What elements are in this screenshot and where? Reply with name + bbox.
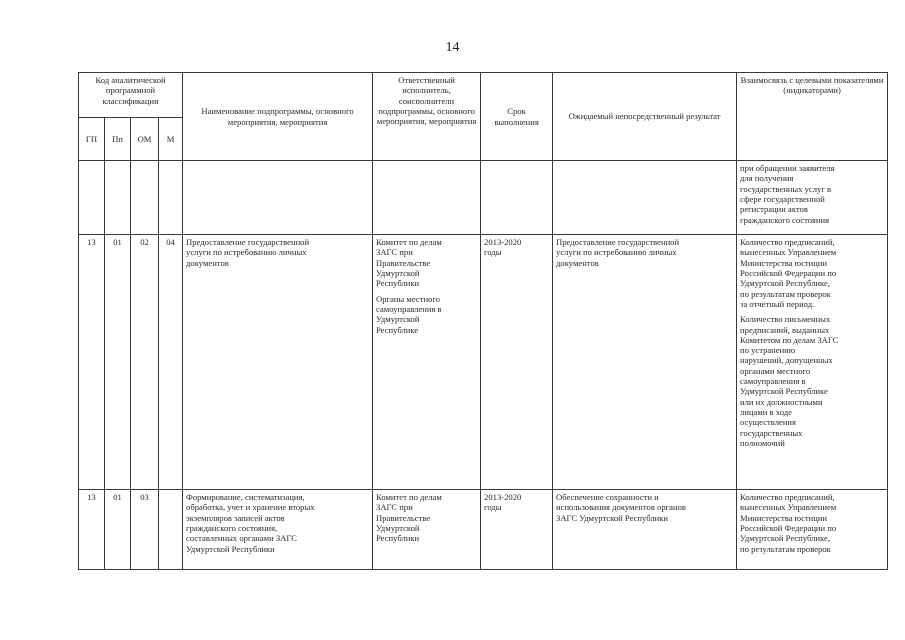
- table-row: [79, 490, 888, 570]
- cell-indicators: [737, 161, 888, 235]
- header-term: Срок выполнения: [481, 73, 553, 161]
- header-result: Ожидаемый непосредственный результат: [553, 73, 737, 161]
- cell-name: [183, 161, 373, 235]
- program-table: [78, 72, 888, 570]
- text-line: годы: [484, 502, 502, 513]
- table-row-continuation: [79, 161, 888, 235]
- text-line: Количество предписаний,: [740, 237, 835, 247]
- text-line: ЗАГС при: [376, 247, 413, 258]
- cell-gp: [79, 161, 105, 235]
- table-row: [79, 235, 888, 490]
- cell-indicators: [737, 235, 888, 490]
- text-line: 2013-2020: [484, 492, 522, 502]
- text-line: Комитет по делам: [376, 492, 442, 502]
- text-line: Удмуртской Республике,: [740, 278, 830, 289]
- page-number: 14: [445, 40, 460, 55]
- text-line: документов: [186, 257, 229, 268]
- cell-term: [481, 235, 553, 490]
- text-line: лицами в ходе: [740, 407, 792, 417]
- text-line: экземпляров записей актов: [186, 512, 285, 523]
- text-line: гражданского состояния,: [186, 522, 278, 533]
- text-line: Количество письменных: [740, 314, 831, 325]
- cell-om: 02: [131, 235, 159, 490]
- cell-gp: 13: [79, 235, 105, 490]
- text-line: самоуправления в: [376, 303, 442, 314]
- text-line: полномочий: [740, 437, 785, 448]
- text-line: Комитет по делам: [376, 237, 442, 247]
- cell-m: [159, 161, 183, 235]
- text-line: предписаний, выданных: [740, 324, 830, 335]
- text-line: Комитетом по делам ЗАГС: [740, 334, 839, 345]
- text-line: осуществления: [740, 417, 796, 428]
- text-line: Обеспечение сохранности и: [556, 492, 659, 502]
- header-m: М: [159, 118, 183, 161]
- text-line: Российской Федерации по: [740, 522, 837, 533]
- text-line: Республике: [376, 324, 419, 335]
- text-line: органами местного: [740, 365, 811, 376]
- text-line: Предоставление государственной: [556, 237, 680, 247]
- header-pp: Пп: [105, 118, 131, 161]
- cell-term: [481, 161, 553, 235]
- text-line: Предоставление государственной: [186, 237, 310, 247]
- text-line: по результатам проверок: [740, 288, 831, 299]
- header-name: Наименование подпрограммы, основного мероприятия, мероприятия: [183, 73, 373, 161]
- cell-indicators: [737, 490, 888, 570]
- cell-pp: [105, 161, 131, 235]
- cell-result: [553, 235, 737, 490]
- text-line: составленных органами ЗАГС: [186, 533, 297, 544]
- cell-m: 04: [159, 235, 183, 490]
- cell-name: [183, 235, 373, 490]
- text-line: Удмуртской Республике,: [740, 533, 830, 544]
- cell-m: [159, 490, 183, 570]
- cell-pp: 01: [105, 490, 131, 570]
- header-row-top: [79, 73, 888, 118]
- text-line: Органы местного: [376, 293, 440, 304]
- header-code-group: Код аналитической программной классификации: [79, 73, 183, 118]
- header-executor: Ответственный исполнитель, соисполнители подпрограммы, основного мероприятия, мероприятия: [373, 73, 481, 161]
- text-line: ЗАГС Удмуртской Республики: [556, 512, 669, 523]
- text-line: государственных услуг в: [740, 183, 832, 194]
- text-line: Министерства юстиции: [740, 512, 828, 523]
- text-line: нарушений, допущенных: [740, 355, 833, 366]
- text-line: гражданского состояния: [740, 214, 830, 225]
- text-line: или их должностными: [740, 396, 823, 407]
- cell-executor: [373, 490, 481, 570]
- text-line: Министерства юстиции: [740, 257, 828, 268]
- cell-result: [553, 161, 737, 235]
- text-line: Республики: [376, 533, 420, 544]
- header-gp: ГП: [79, 118, 105, 161]
- text-line: годы: [484, 247, 502, 258]
- text-line: Удмуртской: [376, 267, 420, 278]
- cell-gp: 13: [79, 490, 105, 570]
- text-line: ЗАГС при: [376, 502, 413, 513]
- cell-om: 03: [131, 490, 159, 570]
- text-line: при обращении заявителя: [740, 163, 835, 173]
- text-line: Количество предписаний,: [740, 492, 835, 502]
- text-line: сфере государственной: [740, 193, 825, 204]
- text-line: за отчетный период.: [740, 298, 815, 309]
- text-line: Удмуртской Республики: [186, 543, 275, 554]
- header-indicators: Взаимосвязь с целевыми показателями (индикаторами): [737, 73, 888, 161]
- text-line: Удмуртской: [376, 522, 420, 533]
- text-line: Республики: [376, 278, 420, 289]
- text-line: документов: [556, 257, 599, 268]
- header-om: ОМ: [131, 118, 159, 161]
- text-line: 2013-2020: [484, 237, 522, 247]
- text-line: государственных: [740, 427, 803, 438]
- cell-executor: [373, 235, 481, 490]
- cell-result: [553, 490, 737, 570]
- text-line: регистрации актов: [740, 204, 808, 215]
- text-line: Правительстве: [376, 257, 431, 268]
- text-line: для получения: [740, 173, 794, 184]
- cell-om: [131, 161, 159, 235]
- text-line: обработка, учет и хранение вторых: [186, 502, 315, 513]
- text-line: Российской Федерации по: [740, 267, 837, 278]
- text-line: самоуправления в: [740, 376, 806, 387]
- text-line: услуги по истребованию личных: [186, 247, 307, 258]
- text-line: по результатам проверок: [740, 543, 831, 554]
- cell-name: [183, 490, 373, 570]
- text-line: Формирование, систематизация,: [186, 492, 305, 502]
- text-line: по устранению: [740, 345, 796, 356]
- cell-pp: 01: [105, 235, 131, 490]
- text-line: Удмуртской Республике: [740, 386, 828, 397]
- cell-term: [481, 490, 553, 570]
- text-line: услуги по истребованию личных: [556, 247, 677, 258]
- text-line: Правительстве: [376, 512, 431, 523]
- text-line: вынесенных Управлением: [740, 502, 837, 513]
- cell-executor: [373, 161, 481, 235]
- text-line: Удмуртской: [376, 314, 420, 325]
- text-line: вынесенных Управлением: [740, 247, 837, 258]
- text-line: использования документов органов: [556, 502, 686, 513]
